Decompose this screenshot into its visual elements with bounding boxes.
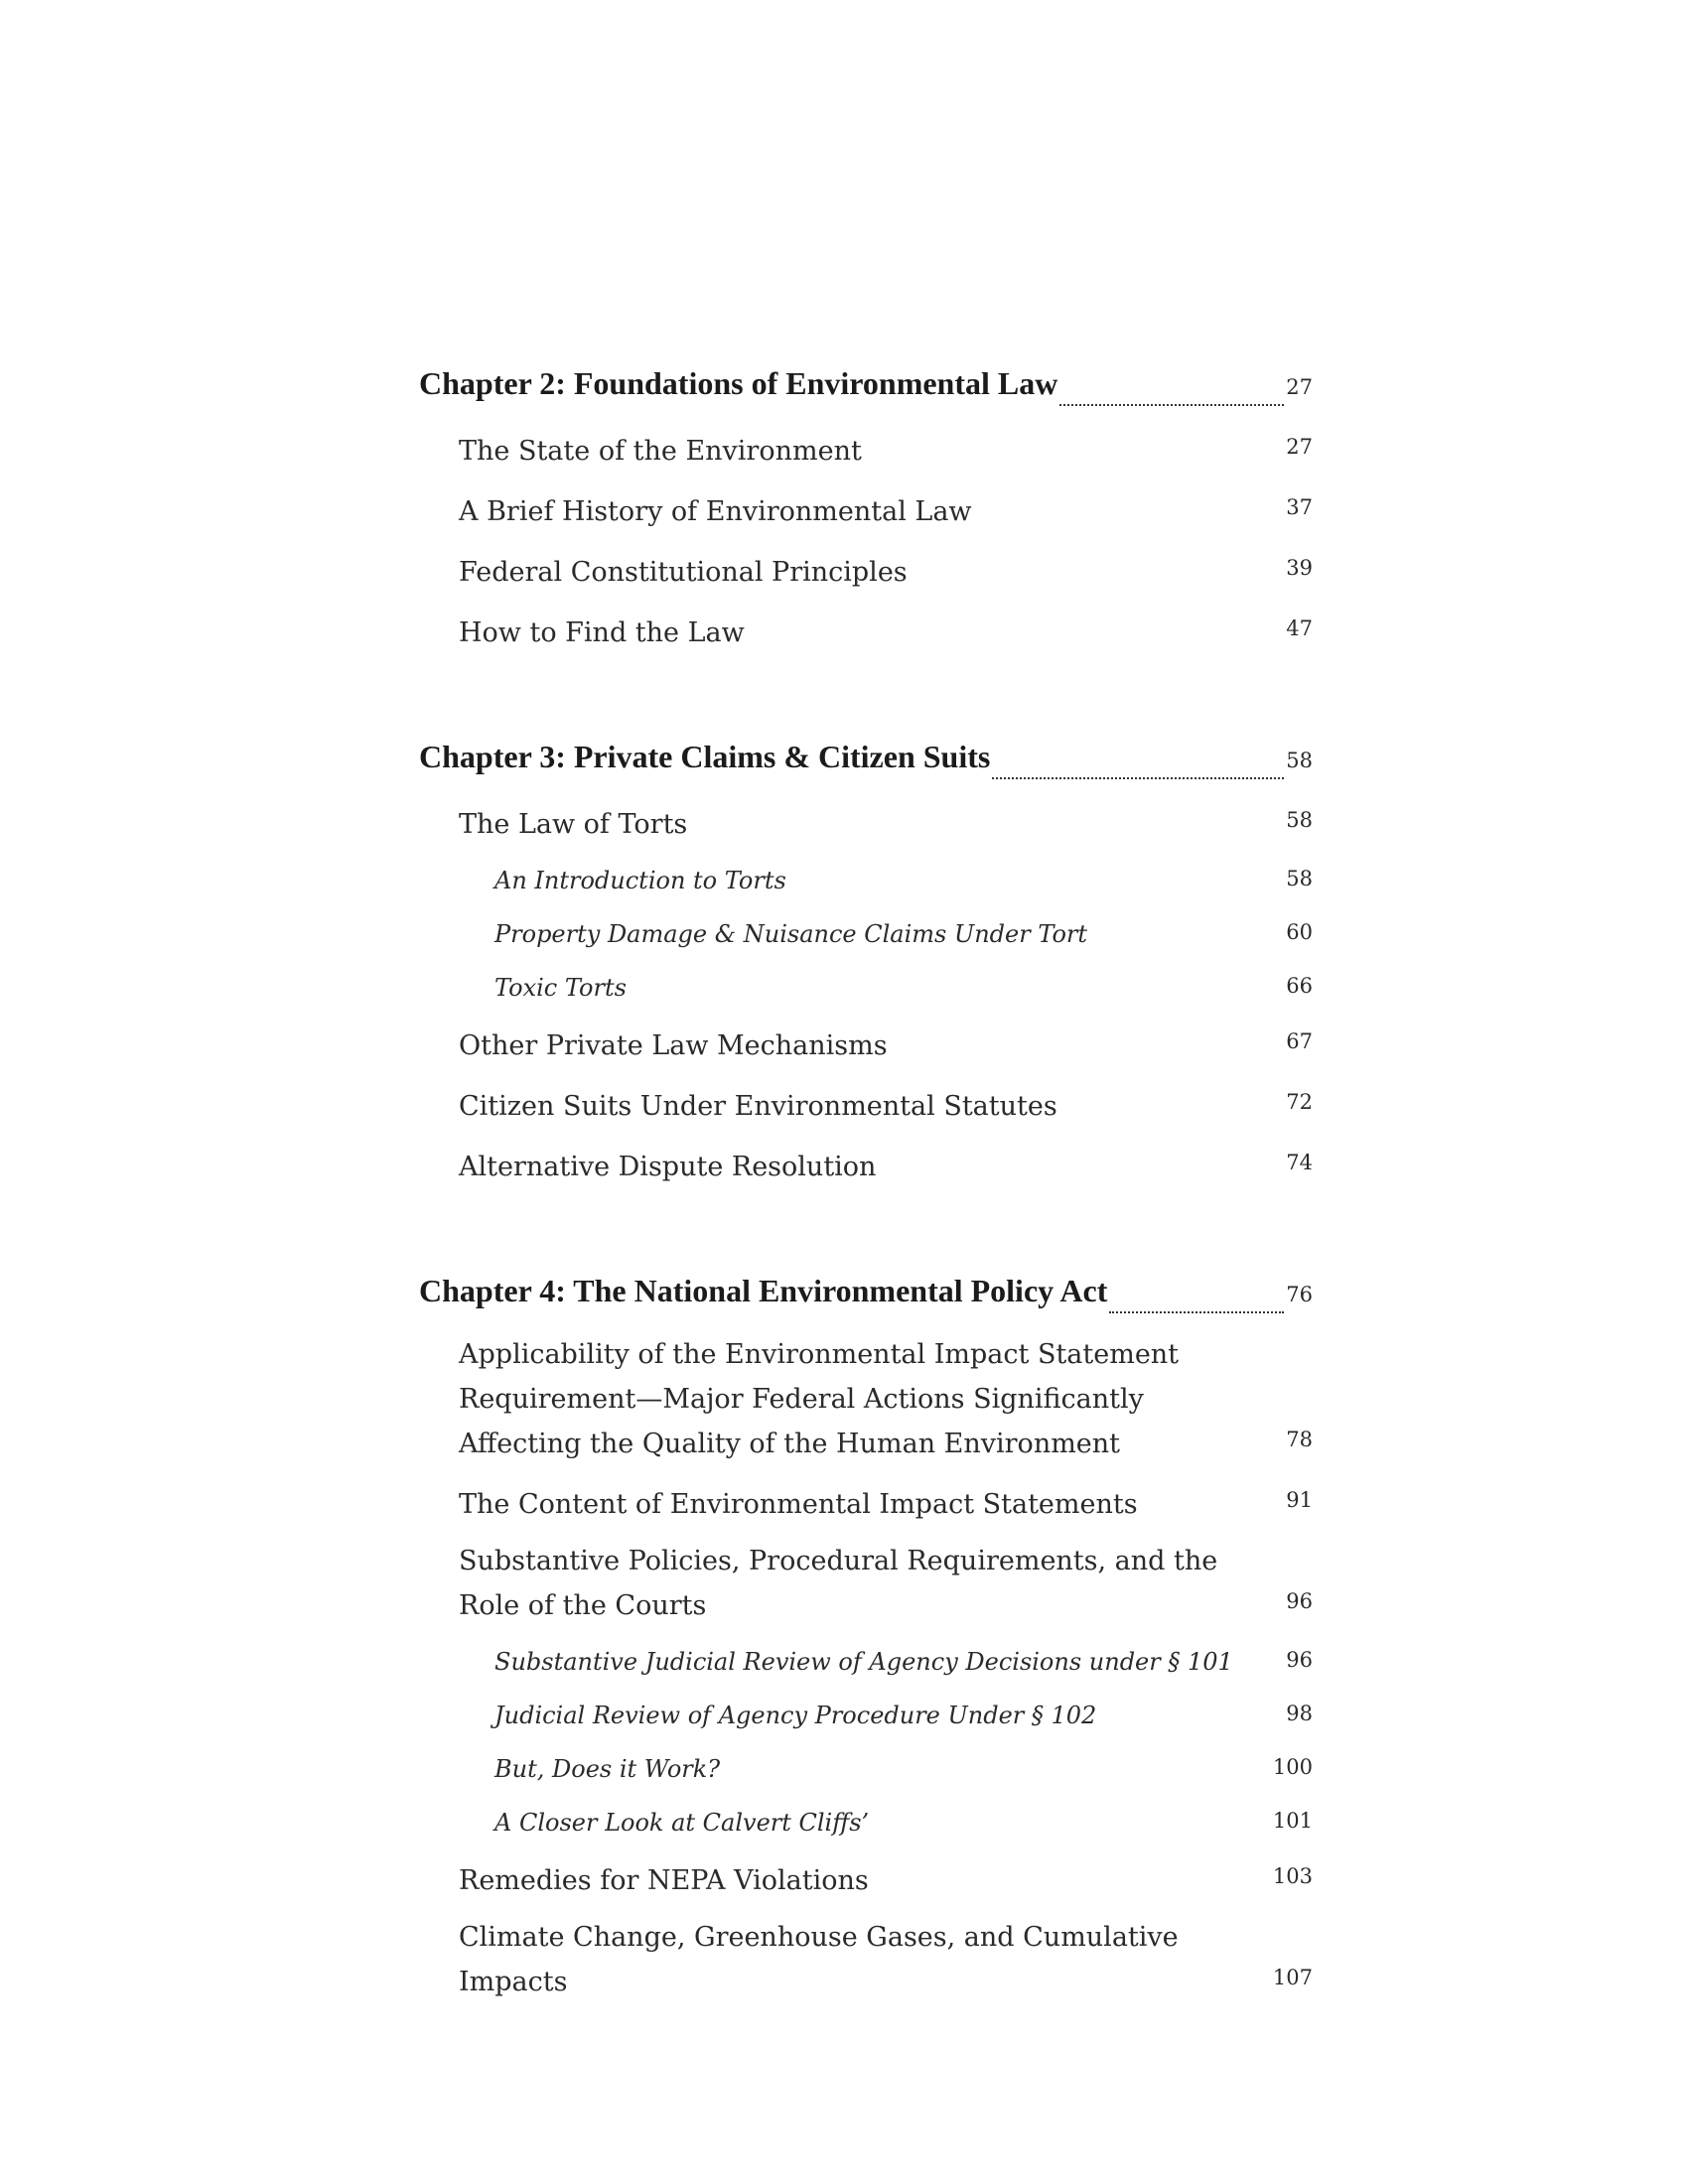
chapter-title: Chapter 3: Private Claims & Citizen Suits (419, 739, 991, 774)
entry-title: Substantive Judicial Review of Agency Decisions under § 101 (494, 1648, 1233, 1676)
chapter-2 (419, 365, 1313, 655)
dot-leader (992, 776, 1284, 779)
entry-page-number: 60 (1286, 920, 1313, 944)
chapter-heading[interactable] (419, 1273, 1313, 1320)
dot-leader (1109, 1310, 1284, 1313)
entry-title: The State of the Environment (459, 436, 862, 467)
entry-title: Federal Constitutional Principles (459, 557, 908, 588)
entry-page-number: 103 (1272, 1864, 1313, 1888)
entry-title: The Law of Torts (459, 809, 688, 840)
entry-title: A Brief History of Environmental Law (459, 496, 972, 527)
entry-page-number: 67 (1286, 1029, 1313, 1053)
entry-title: The Content of Environmental Impact Statements (459, 1489, 1138, 1520)
entry-page-number: 107 (1272, 1966, 1313, 1989)
entry-title: Applicability of the Environmental Impact Statement Requirement—Major Federal Actions Significantly Affecting the Quality of the Human Environment (459, 1339, 1180, 1459)
toc-subentry[interactable] (419, 859, 1313, 900)
chapter-page-number: 76 (1286, 1283, 1313, 1306)
entry-title: Other Private Law Mechanisms (459, 1030, 888, 1061)
entry-page-number: 58 (1286, 867, 1313, 890)
toc-entry[interactable] (419, 1080, 1313, 1129)
entry-title: How to Find the Law (459, 617, 745, 648)
entry-page-number: 78 (1286, 1428, 1313, 1451)
toc-subentry[interactable] (419, 1640, 1313, 1682)
entry-page-number: 100 (1272, 1755, 1313, 1779)
entry-title: Judicial Review of Agency Procedure Under § 102 (494, 1702, 1097, 1729)
entry-title: Citizen Suits Under Environmental Statutes (459, 1091, 1057, 1122)
chapter-heading[interactable] (419, 739, 1313, 786)
toc-entry[interactable] (419, 425, 1313, 474)
chapter-title: Chapter 2: Foundations of Environmental Law (419, 365, 1058, 401)
toc-entry[interactable] (419, 1539, 1313, 1628)
entry-page-number: 72 (1286, 1090, 1313, 1114)
entry-page-number: 91 (1286, 1488, 1313, 1512)
toc-entry[interactable] (419, 546, 1313, 595)
toc-subentry[interactable] (419, 912, 1313, 954)
toc-entry[interactable] (419, 1020, 1313, 1068)
toc-entry[interactable] (419, 798, 1313, 847)
toc-subentry[interactable] (419, 966, 1313, 1008)
chapter-4 (419, 1273, 1313, 2004)
toc-subentry[interactable] (419, 1694, 1313, 1735)
entry-page-number: 96 (1286, 1589, 1313, 1613)
toc-entry[interactable] (419, 1332, 1313, 1466)
entry-title: Property Damage & Nuisance Claims Under Tort (494, 920, 1088, 948)
entry-page-number: 47 (1286, 616, 1313, 640)
entry-page-number: 101 (1272, 1809, 1313, 1833)
toc-subentry[interactable] (419, 1747, 1313, 1789)
entry-page-number: 74 (1286, 1151, 1313, 1174)
chapter-heading[interactable] (419, 365, 1313, 413)
entry-page-number: 96 (1286, 1648, 1313, 1672)
entry-title: Toxic Torts (494, 974, 627, 1002)
entry-title: But, Does it Work? (494, 1755, 721, 1783)
entry-page-number: 39 (1286, 556, 1313, 580)
entry-title: Substantive Policies, Procedural Requirements, and the Role of the Courts (459, 1546, 1218, 1621)
table-of-contents (419, 365, 1313, 2004)
chapter-3 (419, 739, 1313, 1189)
chapter-title: Chapter 4: The National Environmental Policy Act (419, 1273, 1108, 1308)
toc-entry[interactable] (419, 607, 1313, 655)
entry-title: Remedies for NEPA Violations (459, 1865, 869, 1896)
entry-page-number: 66 (1286, 974, 1313, 998)
dot-leader (1059, 403, 1284, 406)
chapter-page-number: 27 (1286, 375, 1313, 399)
toc-entry[interactable] (419, 1915, 1313, 2004)
toc-entry[interactable] (419, 1854, 1313, 1903)
toc-entry[interactable] (419, 1141, 1313, 1189)
entry-page-number: 27 (1286, 435, 1313, 459)
entry-title: Alternative Dispute Resolution (459, 1152, 877, 1182)
toc-entry[interactable] (419, 1478, 1313, 1527)
entry-page-number: 98 (1286, 1702, 1313, 1725)
entry-title: A Closer Look at Calvert Cliffs’ (494, 1809, 870, 1837)
entry-page-number: 58 (1286, 808, 1313, 832)
toc-subentry[interactable] (419, 1801, 1313, 1843)
entry-title: Climate Change, Greenhouse Gases, and Cumulative Impacts (459, 1922, 1179, 1997)
entry-page-number: 37 (1286, 495, 1313, 519)
entry-title: An Introduction to Torts (494, 867, 786, 894)
chapter-page-number: 58 (1286, 749, 1313, 772)
toc-entry[interactable] (419, 485, 1313, 534)
